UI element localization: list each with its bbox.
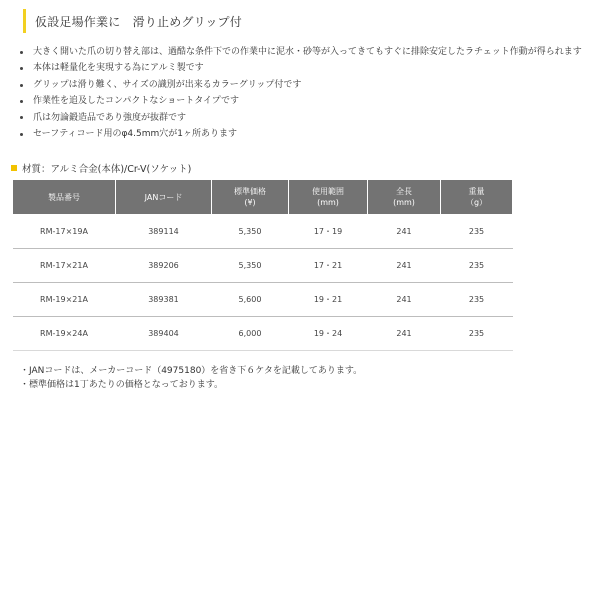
cell-price: 5,350 <box>212 249 289 283</box>
cell-range: 17・19 <box>289 215 368 249</box>
feature-item: 大きく開いた爪の切り替え部は、過酷な条件下での作業中に泥水・砂等が入ってきてもすぐに排除安定したラチェット作動が得られます <box>20 44 582 60</box>
table-row <box>13 215 513 249</box>
header-product-number: 製品番号 <box>13 180 116 215</box>
note-price: ・標準価格は1丁あたりの価格となっております。 <box>20 380 224 390</box>
cell-length: 241 <box>368 283 441 317</box>
feature-item: セーフティコード用のφ4.5mm穴が1ヶ所あります <box>20 126 582 142</box>
note-jan-code: ・JANコードは、メーカーコード（4975180）を省き下６ケタを記載してあります。 <box>20 366 363 376</box>
cell-jan-code: 389381 <box>116 283 212 317</box>
feature-item: 本体は軽量化を実現する為にアルミ製です <box>20 60 582 76</box>
cell-length: 241 <box>368 317 441 351</box>
cell-length: 241 <box>368 215 441 249</box>
bullet-icon <box>20 116 23 119</box>
cell-product-number: RM-19×21A <box>13 283 116 317</box>
section-heading <box>23 9 242 33</box>
cell-jan-code: 389206 <box>116 249 212 283</box>
cell-jan-code: 389114 <box>116 215 212 249</box>
heading-accent-bar <box>23 9 26 33</box>
material-label <box>11 161 191 175</box>
header-standard-price: 標準価格 (¥) <box>212 180 289 215</box>
spec-table <box>12 179 513 351</box>
cell-price: 5,600 <box>212 283 289 317</box>
cell-length: 241 <box>368 249 441 283</box>
bullet-icon <box>20 51 23 54</box>
cell-price: 6,000 <box>212 317 289 351</box>
cell-weight: 235 <box>441 249 513 283</box>
cell-range: 17・21 <box>289 249 368 283</box>
header-total-length: 全長 (mm) <box>368 180 441 215</box>
header-jan-code: JANコード <box>116 180 212 215</box>
table-header-row <box>13 180 513 215</box>
cell-jan-code: 389404 <box>116 317 212 351</box>
table-row <box>13 317 513 351</box>
cell-product-number: RM-19×24A <box>13 317 116 351</box>
notes <box>20 364 362 392</box>
cell-range: 19・24 <box>289 317 368 351</box>
square-marker-icon <box>11 165 17 171</box>
bullet-icon <box>20 84 23 87</box>
header-weight: 重量 （g） <box>441 180 513 215</box>
cell-product-number: RM-17×19A <box>13 215 116 249</box>
table-row <box>13 283 513 317</box>
bullet-icon <box>20 133 23 136</box>
table-row <box>13 249 513 283</box>
cell-weight: 235 <box>441 317 513 351</box>
material-text: 材質：アルミ合金(本体)/Cr-V(ソケット) <box>22 164 192 175</box>
cell-product-number: RM-17×21A <box>13 249 116 283</box>
cell-price: 5,350 <box>212 215 289 249</box>
feature-item: グリップは滑り難く、サイズの識別が出来るカラーグリップ付です <box>20 77 582 93</box>
feature-item: 作業性を追及したコンパクトなショートタイプです <box>20 93 582 109</box>
bullet-icon <box>20 100 23 103</box>
feature-item: 爪は勿論鍛造品であり強度が抜群です <box>20 110 582 126</box>
bullet-icon <box>20 67 23 70</box>
cell-range: 19・21 <box>289 283 368 317</box>
feature-list <box>20 44 582 142</box>
cell-weight: 235 <box>441 283 513 317</box>
cell-weight: 235 <box>441 215 513 249</box>
header-usage-range: 使用範囲 (mm) <box>289 180 368 215</box>
heading-title: 仮設足場作業に 滑り止めグリップ付 <box>35 14 242 29</box>
